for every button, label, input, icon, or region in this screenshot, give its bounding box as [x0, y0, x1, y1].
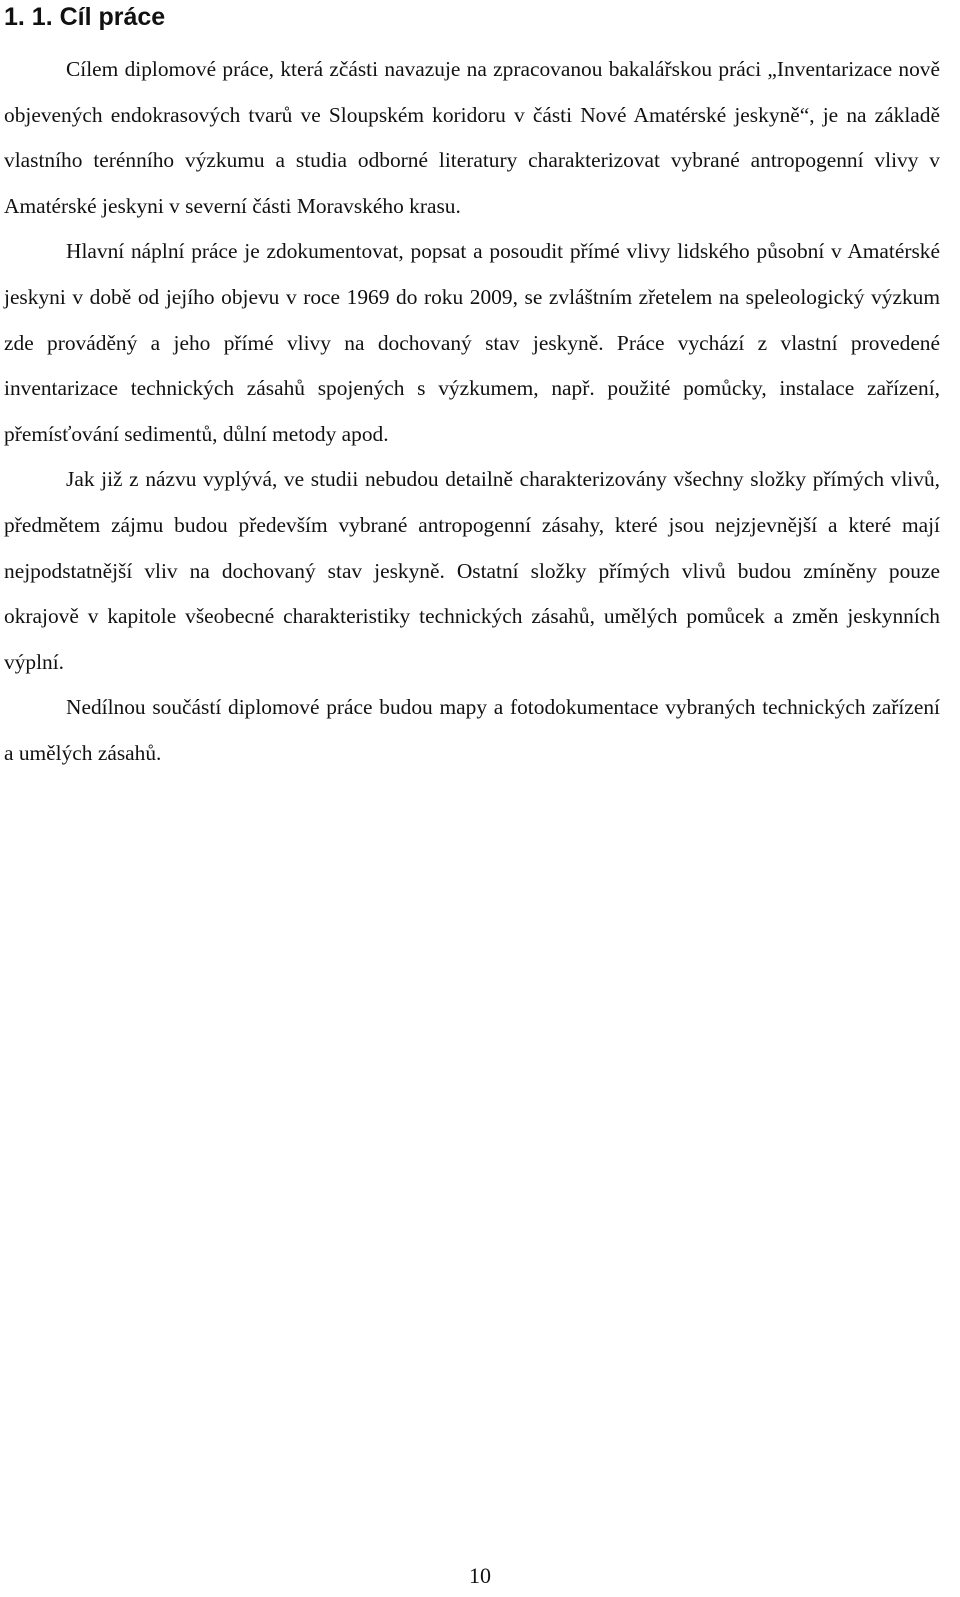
paragraph-scope: Jak již z názvu vyplývá, ve studii nebudou detailně charakterizovány všechny složky přímých vlivů, předmětem zájmu budou především vybrané antropogenní zásahy, které jsou nejzjevnější a které mají nejpodstatnější vliv na dochovaný stav jeskyně. Ostatní složky přímých vlivů budou zmíněny pouze okrajově v kapitole všeobecné charakteristiky technických zásahů, umělých pomůcek a změn jeskynních výplní.: [4, 467, 940, 674]
paragraph-main-content: Hlavní náplní práce je zdokumentovat, popsat a posoudit přímé vlivy lidského působní v Amatérské jeskyni v době od jejího objevu v roce 1969 do roku 2009, se zvláštním zřetelem na speleologický výzkum zde prováděný a jeho přímé vlivy na dochovaný stav jeskyně. Práce vychází z vlastní provedené inventarizace technických zásahů spojených s výzkumem, např. použité pomůcky, instalace zařízení, přemísťování sedimentů, důlní metody apod.: [4, 239, 940, 446]
section-heading: 1. 1. Cíl práce: [4, 3, 166, 31]
paragraph-maps: Nedílnou součástí diplomové práce budou mapy a fotodokumentace vybraných technických zařízení a umělých zásahů.: [4, 695, 940, 765]
body-text: [4, 47, 940, 777]
paragraph-aim: Cílem diplomové práce, která zčásti navazuje na zpracovanou bakalářskou práci „Inventarizace nově objevených endokrasových tvarů ve Sloupském koridoru v části Nové Amatérské jeskyně“, je na základě vlastního terénního výzkumu a studia odborné literatury charakterizovat vybrané antropogenní vlivy v Amatérské jeskyni v severní části Moravského krasu.: [4, 57, 940, 218]
page-number: 10: [469, 1563, 491, 1588]
